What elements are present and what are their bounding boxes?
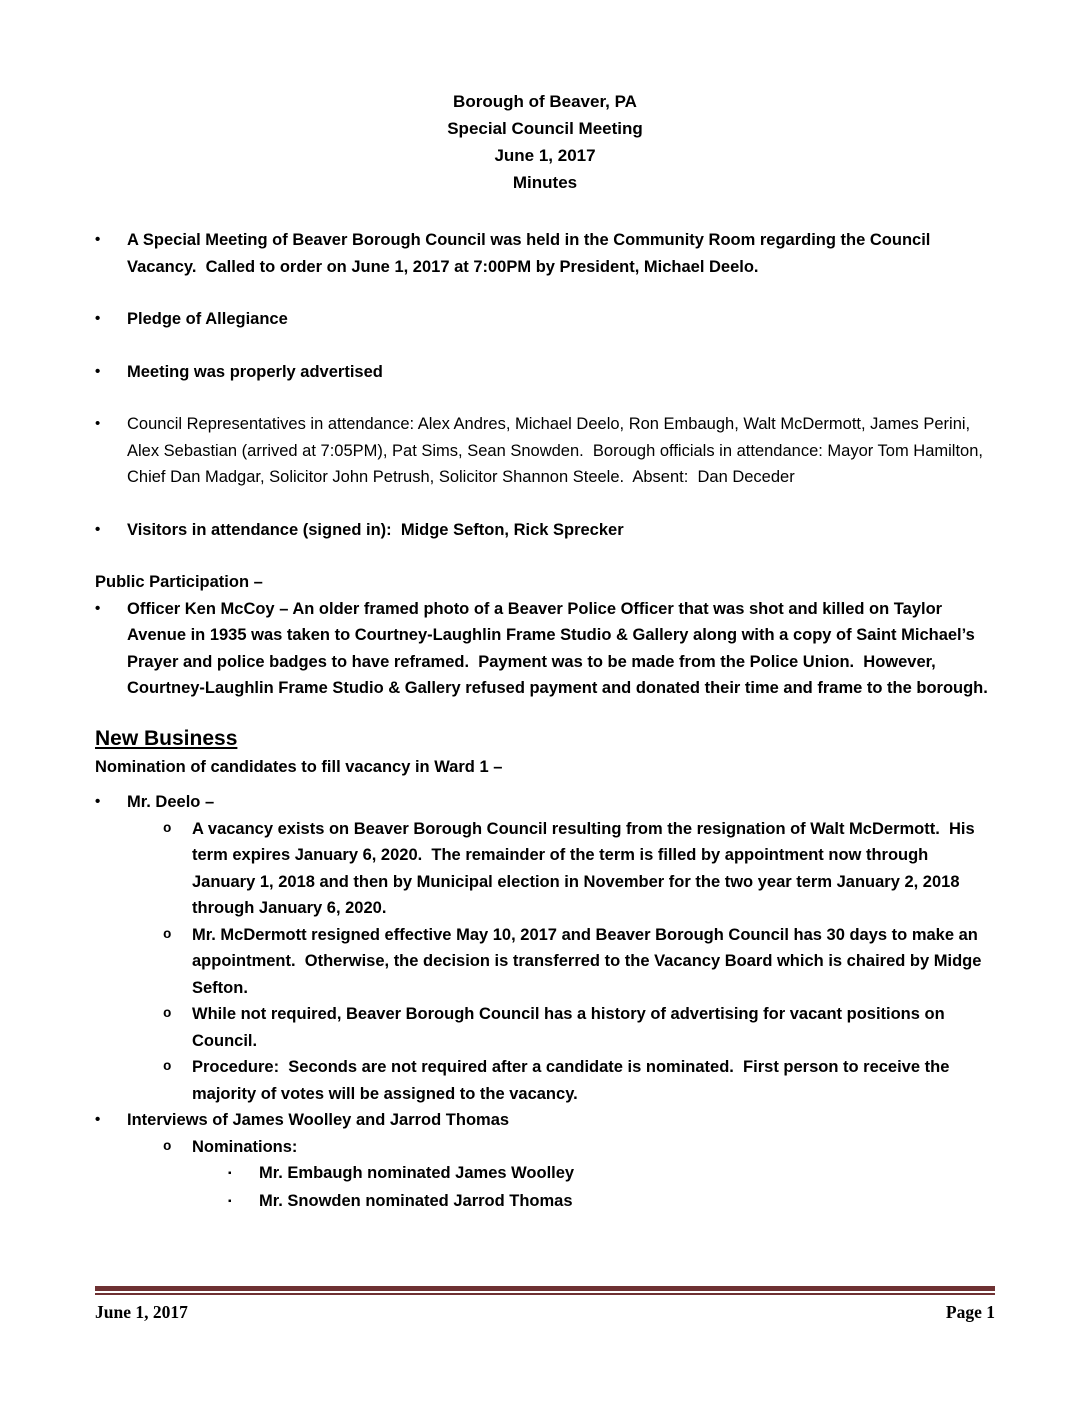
bullet-icon: •	[95, 793, 101, 810]
footer-page-number: Page 1	[945, 1302, 995, 1322]
list-item	[95, 1107, 995, 1134]
bullet-text: Mr. McDermott resigned effective May 10, 2017 and Beaver Borough Council has 30 days to make an appointment. Otherwise, the decision is transferred to the Vacancy Board which is chaired by Midge Sefton.	[192, 925, 987, 997]
bullet-text: Visitors in attendance (signed in): Midge Sefton, Rick Sprecker	[127, 520, 624, 539]
list-item	[95, 517, 995, 544]
bullet-icon: •	[95, 310, 101, 327]
footer-rule-thick	[95, 1286, 995, 1291]
sub-sub-list-item	[95, 1160, 995, 1188]
bullet-text: Council Representatives in attendance: Alex Andres, Michael Deelo, Ron Embaugh, Walt McDermott, James Perini, Alex Sebastian (arrived at 7:05PM), Pat Sims, Sean Snowden. Borough officials in attendance: Mayor Tom Hamilton, Chief Dan Madgar, Solicitor John Petrush, Solicitor Shannon Steele. Absent: Dan Deceder	[127, 415, 988, 486]
sub-list-item	[95, 1001, 995, 1054]
list-item	[95, 411, 995, 491]
public-participation-heading: Public Participation –	[95, 573, 263, 591]
bullet-text: Procedure: Seconds are not required after a candidate is nominated. First person to receive the majority of votes will be assigned to the vacancy.	[192, 1058, 954, 1103]
bullet-icon: •	[95, 415, 101, 432]
bullet-icon: •	[95, 231, 101, 248]
list-item	[95, 306, 995, 333]
sub-list-item	[95, 1054, 995, 1107]
bullet-icon: •	[95, 520, 101, 538]
bullet-text: Mr. Embaugh nominated James Woolley	[259, 1164, 575, 1182]
bullet-text: Interviews of James Woolley and Jarrod Thomas	[127, 1111, 510, 1129]
nomination-subheading: Nomination of candidates to fill vacancy in Ward 1 –	[95, 757, 503, 776]
circle-bullet-icon: o	[163, 1138, 172, 1155]
list-item	[95, 359, 995, 386]
square-bullet-icon: ▪	[228, 1168, 232, 1179]
bullet-text: Mr. Deelo –	[127, 793, 215, 811]
footer-rule-thin	[95, 1293, 995, 1295]
bullet-text: Officer Ken McCoy – An older framed photo of a Beaver Police Officer that was shot and killed on Taylor Avenue in 1935 was taken to Courtney-Laughlin Frame Studio & Gallery along with a copy of Saint Michael’s Prayer and police badges to have reframed. Payment was to be made from the Police Union. However, Courtney-Laughlin Frame Studio & Gallery refused payment and donated their time and frame to the borough.	[127, 599, 988, 697]
list-item	[95, 596, 995, 702]
bullet-text: While not required, Beaver Borough Council has a history of advertising for vacant positions on Council.	[192, 1005, 950, 1050]
bullet-icon: •	[95, 599, 101, 617]
footer-date: June 1, 2017	[95, 1302, 188, 1322]
bullet-text: Mr. Snowden nominated Jarrod Thomas	[259, 1191, 573, 1210]
title-line-org: Borough of Beaver, PA	[453, 92, 637, 111]
bullet-text: Pledge of Allegiance	[127, 310, 288, 328]
sub-sub-list-item	[95, 1188, 995, 1216]
sub-list-item	[95, 1134, 995, 1161]
sub-list-item	[95, 922, 995, 1002]
bullet-text: Meeting was properly advertised	[127, 362, 383, 381]
list-item	[95, 227, 995, 280]
bullet-icon: •	[95, 362, 101, 380]
title-line-meeting: Special Council Meeting	[447, 119, 643, 138]
square-bullet-icon: ▪	[228, 1195, 232, 1207]
page-footer	[95, 1286, 995, 1323]
bullet-text: Nominations:	[192, 1137, 298, 1156]
bullet-text: A vacancy exists on Beaver Borough Council resulting from the resignation of Walt McDermott. His term expires January 6, 2020. The remainder of the term is filled by appointment now through January 1, 2018 and then by Municipal election in November for the two year term January 2, 2018 through January 6, 2020.	[192, 819, 980, 917]
list-item	[95, 789, 995, 816]
circle-bullet-icon: o	[163, 1006, 172, 1022]
new-business-heading: New Business	[95, 726, 238, 750]
circle-bullet-icon: o	[163, 1059, 172, 1075]
bullet-icon: •	[95, 1111, 101, 1128]
bullet-text: A Special Meeting of Beaver Borough Council was held in the Community Room regarding the Council Vacancy. Called to order on June 1, 2017 at 7:00PM by President, Michael Deelo.	[127, 231, 935, 276]
title-line-date: June 1, 2017	[494, 146, 596, 165]
sub-list-item	[95, 816, 995, 922]
circle-bullet-icon: o	[163, 926, 172, 943]
document-title	[95, 88, 995, 196]
title-line-minutes: Minutes	[512, 173, 578, 192]
circle-bullet-icon: o	[163, 820, 172, 837]
